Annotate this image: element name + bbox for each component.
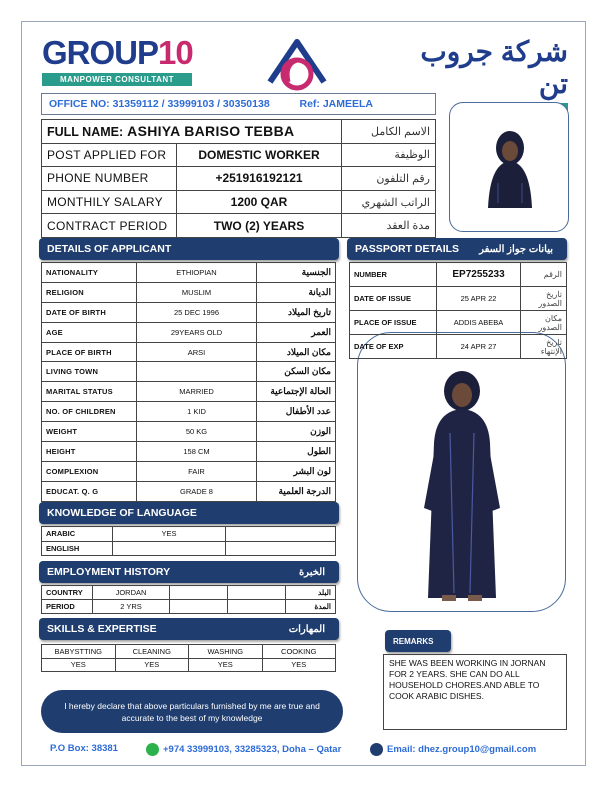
footer-po-box [50, 743, 118, 754]
row-label-ar: الوزن [257, 422, 336, 442]
row-label-ar: تاريخ الميلاد [257, 302, 336, 322]
row-value: 24 APR 27 [437, 335, 521, 359]
row-label: DATE OF EXP [350, 335, 437, 359]
table-row [42, 658, 336, 672]
row-value: 1 KID [137, 402, 257, 422]
row-label-ar: البلد [286, 586, 336, 600]
row-value: MARRIED [137, 382, 257, 402]
whatsapp-icon [146, 743, 159, 756]
row-value: JORDAN [93, 586, 170, 600]
empty-cell [226, 527, 336, 542]
profile-row [42, 143, 436, 167]
skill-name: BABYSTTING [42, 645, 116, 659]
table-row [42, 586, 336, 600]
passport-section-header [347, 238, 567, 260]
profile-row [42, 167, 436, 191]
row-label-ar: الديانة [257, 282, 336, 302]
table-row [42, 282, 336, 302]
contract-value: TWO (2) YEARS [177, 214, 342, 238]
row-value: 158 CM [137, 442, 257, 462]
phone-label-ar: رقم التلفون [342, 167, 436, 191]
remarks-box: SHE WAS BEEN WORKING IN JORNAN FOR 2 YEARS. SHE CAN DO ALL HOUSEHOLD CHORES.AND ABLE TO COOK ARABIC DISHES. [383, 654, 567, 730]
row-value: MUSLIM [137, 282, 257, 302]
row-label: NUMBER [350, 263, 437, 287]
row-label-ar: تاريخ الصدور [521, 287, 567, 311]
table-row [42, 422, 336, 442]
row-label-ar: الدرجة العلمية [257, 481, 336, 501]
table-row [42, 645, 336, 659]
passport-number: EP7255233 [437, 263, 521, 287]
table-row [42, 263, 336, 283]
group10-logo [42, 36, 192, 86]
row-label: PLACE OF ISSUE [350, 311, 437, 335]
row-label-ar: مكان الصدور [521, 311, 567, 335]
full-name-row [42, 120, 436, 144]
row-value: GRADE 8 [137, 481, 257, 501]
employment-table [41, 585, 336, 614]
row-value: ADDIS ABEBA [437, 311, 521, 335]
skill-value: YES [42, 658, 116, 672]
skills-table [41, 644, 336, 672]
remarks-title: REMARKS [393, 636, 434, 646]
applicant-section-header [39, 238, 339, 260]
full-body-photo [357, 332, 566, 612]
brand-subtitle: MANPOWER CONSULTANT [42, 73, 192, 86]
skill-value: YES [262, 658, 336, 672]
table-row [350, 311, 567, 335]
table-row [42, 302, 336, 322]
row-label: RELIGION [42, 282, 137, 302]
salary-label: MONTHILY SALARY [42, 190, 177, 214]
empty-cell [226, 541, 336, 556]
full-name-label: FULL NAME: [47, 125, 124, 140]
portrait-figure-icon [450, 103, 570, 233]
row-value [113, 541, 226, 556]
table-row [42, 461, 336, 481]
row-label-ar: الرقم [521, 263, 567, 287]
skill-name: CLEANING [115, 645, 189, 659]
row-label: PERIOD [42, 600, 93, 614]
row-label-ar: عدد الأطفال [257, 402, 336, 422]
row-value: FAIR [137, 461, 257, 481]
row-label: WEIGHT [42, 422, 137, 442]
arabic-company-name: شركة جروب تن [420, 36, 568, 99]
empty-cell [170, 586, 228, 600]
profile-table [41, 119, 436, 238]
row-value: 25 APR 22 [437, 287, 521, 311]
passport-table [349, 262, 567, 359]
row-label: COUNTRY [42, 586, 93, 600]
row-label: MARITAL STATUS [42, 382, 137, 402]
skills-section-header [39, 618, 339, 640]
post-label-ar: الوظيفة [342, 143, 436, 167]
table-row [350, 335, 567, 359]
table-row [42, 382, 336, 402]
table-row [350, 287, 567, 311]
row-value: 29YEARS OLD [137, 322, 257, 342]
row-label: EDUCAT. Q. G [42, 481, 137, 501]
row-label-ar: مكان الميلاد [257, 342, 336, 362]
brand-num: 10 [158, 34, 193, 71]
office-bar [41, 93, 436, 115]
table-row [42, 600, 336, 614]
phones-text: +974 33999103, 33285323, Doha – Qatar [163, 744, 342, 755]
table-row [42, 362, 336, 382]
skill-name: COOKING [262, 645, 336, 659]
row-label: DATE OF BIRTH [42, 302, 137, 322]
row-label: ARABIC [42, 527, 113, 542]
declaration-text: I hereby declare that above particulars furnished by me are true and accurate to the best of my knowledge [64, 700, 320, 723]
row-label: ENGLISH [42, 541, 113, 556]
salary-value: 1200 QAR [177, 190, 342, 214]
reference: Ref: JAMEELA [299, 98, 373, 110]
row-label-ar: الجنسية [257, 263, 336, 283]
row-label: LIVING TOWN [42, 362, 137, 382]
row-label-ar: الحالة الإجتماعية [257, 382, 336, 402]
declaration-banner [41, 690, 343, 733]
language-table [41, 526, 336, 556]
row-value [137, 362, 257, 382]
row-label: DATE OF ISSUE [350, 287, 437, 311]
row-label: NATIONALITY [42, 263, 137, 283]
skills-section-title-ar: المهارات [288, 623, 325, 635]
company-emblem-icon [262, 34, 332, 96]
brand-main: GROUP [42, 34, 159, 71]
email-text[interactable]: Email: dhez.group10@gmail.com [387, 744, 537, 755]
skill-value: YES [189, 658, 263, 672]
applicant-section-title: DETAILS OF APPLICANT [47, 243, 172, 255]
email-icon [370, 743, 383, 756]
table-row [42, 541, 336, 556]
remarks-header [385, 630, 451, 652]
row-label-ar: لون البشر [257, 461, 336, 481]
table-row [42, 442, 336, 462]
row-value: 50 KG [137, 422, 257, 442]
full-body-figure-icon [358, 333, 567, 613]
post-value: DOMESTIC WORKER [177, 143, 342, 167]
row-label: COMPLEXION [42, 461, 137, 481]
portrait-photo [449, 102, 569, 232]
skill-name: WASHING [189, 645, 263, 659]
row-label-ar: تاريخ الإنتهاء [521, 335, 567, 359]
table-row [42, 342, 336, 362]
row-label: NO. OF CHILDREN [42, 402, 137, 422]
row-value: ETHIOPIAN [137, 263, 257, 283]
skills-section-title: SKILLS & EXPERTISE [47, 623, 157, 635]
phone-label: PHONE NUMBER [42, 167, 177, 191]
po-box-text: P.O Box: 38381 [50, 743, 118, 754]
post-label: POST APPLIED FOR [42, 143, 177, 167]
table-row [42, 481, 336, 501]
employment-section-title: EMPLOYMENT HISTORY [47, 566, 171, 578]
office-numbers: OFFICE NO: 31359112 / 33999103 / 30350138 [49, 98, 270, 110]
row-label-ar: الطول [257, 442, 336, 462]
table-row [42, 402, 336, 422]
profile-row [42, 190, 436, 214]
row-label: HEIGHT [42, 442, 137, 462]
footer-email[interactable] [370, 743, 536, 756]
language-section-title: KNOWLEDGE OF LANGUAGE [47, 507, 197, 519]
row-value: 25 DEC 1996 [137, 302, 257, 322]
table-row [350, 263, 567, 287]
contract-label: CONTRACT PERIOD [42, 214, 177, 238]
row-value: ARSI [137, 342, 257, 362]
row-label-ar: مكان السكن [257, 362, 336, 382]
empty-cell [228, 600, 286, 614]
phone-value: +251916192121 [177, 167, 342, 191]
passport-section-title-ar: بيانات جواز السفر [479, 243, 553, 255]
table-row [42, 527, 336, 542]
employment-section-header [39, 561, 339, 583]
salary-label-ar: الراتب الشهري [342, 190, 436, 214]
row-value: YES [113, 527, 226, 542]
row-value: 2 YRS [93, 600, 170, 614]
empty-cell [170, 600, 228, 614]
full-name-label-ar: الاسم الكامل [342, 120, 436, 144]
employment-section-title-ar: الخبرة [298, 566, 325, 578]
full-name-value: ASHIYA BARISO TEBBA [127, 123, 295, 140]
table-row [42, 322, 336, 342]
footer-phones [146, 743, 341, 756]
row-label-ar: العمر [257, 322, 336, 342]
row-label: PLACE OF BIRTH [42, 342, 137, 362]
row-label-ar: المدة [286, 600, 336, 614]
applicant-table [41, 262, 336, 502]
contract-label-ar: مدة العقد [342, 214, 436, 238]
profile-row [42, 214, 436, 238]
row-label: AGE [42, 322, 137, 342]
language-section-header [39, 502, 339, 524]
empty-cell [228, 586, 286, 600]
skill-value: YES [115, 658, 189, 672]
passport-section-title: PASSPORT DETAILS [355, 243, 460, 255]
